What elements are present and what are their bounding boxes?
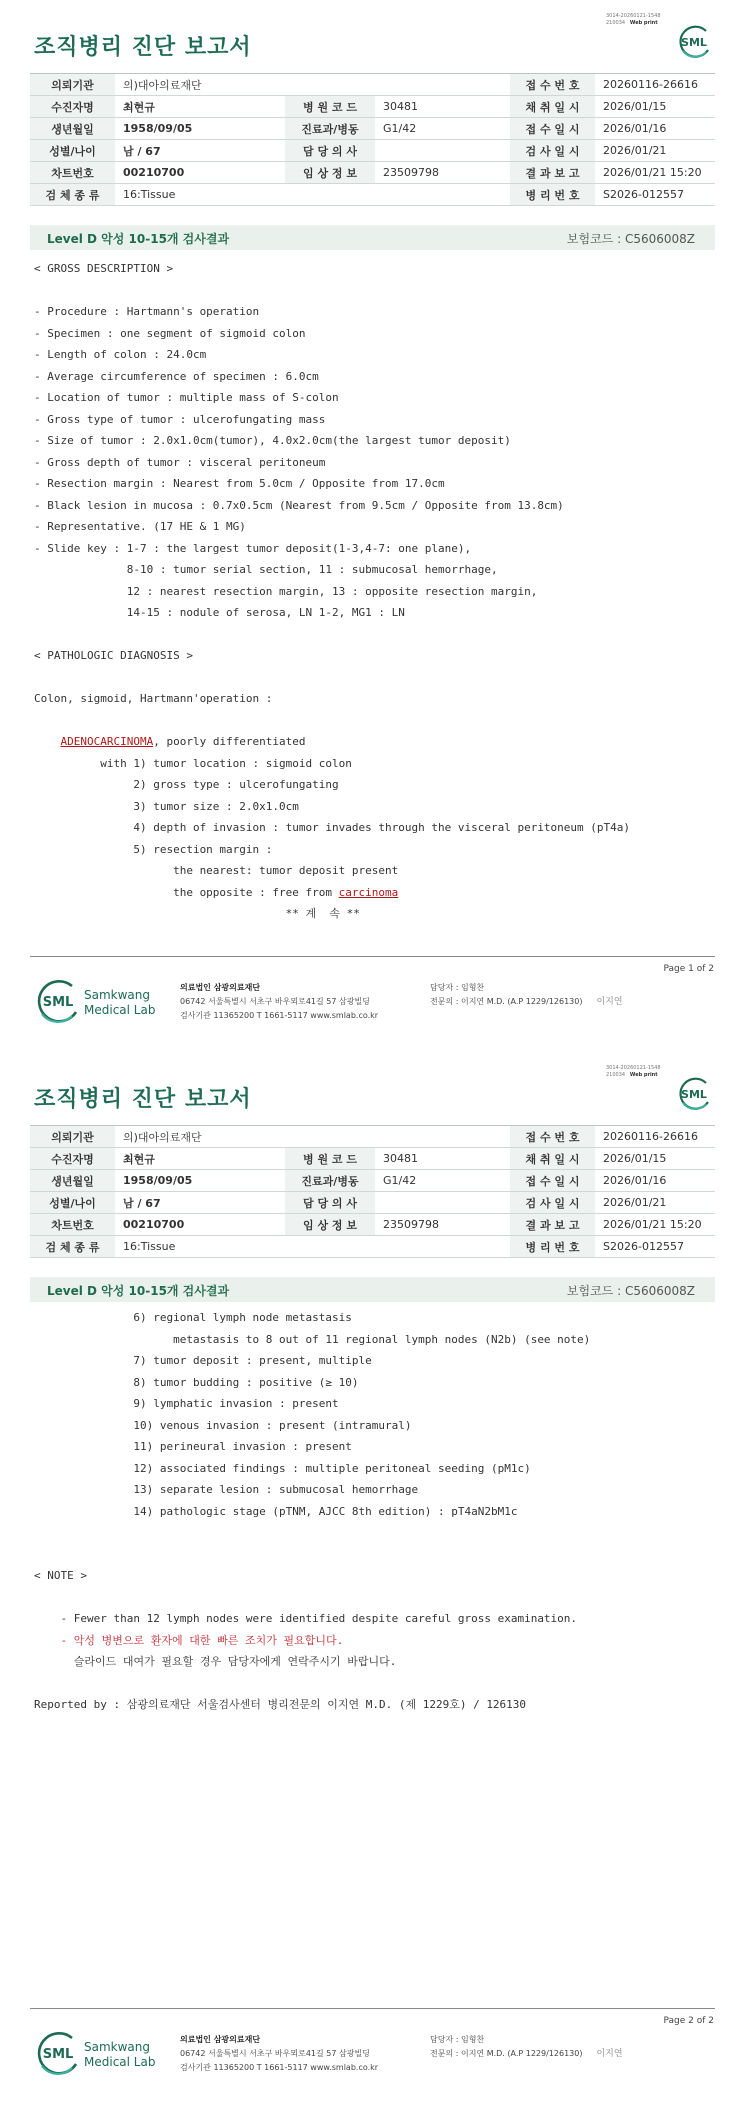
level-bar [30, 1277, 715, 1302]
gross-line: 8-10 : tumor serial section, 11 : submucosal hemorrhage, [34, 563, 498, 576]
page-number: Page 2 of 2 [663, 2016, 714, 2026]
lab-address-block [180, 981, 378, 1023]
gross-line: 14-15 : nodule of serosa, LN 1-2, MG1 : LN [34, 606, 405, 619]
doctor-label: 담 당 의 사 [285, 140, 375, 162]
name-label: 수진자명 [30, 1148, 115, 1170]
specialist-name: 전문의 : 이지연 M.D. (A.P 1229/126130) [430, 2049, 583, 2058]
continued-marker: ** 계 속 ** [34, 907, 360, 920]
diagnosis-line: 12) associated findings : multiple peritoneal seeding (pM1c) [34, 1461, 531, 1475]
exam-date-label: 검 사 일 시 [510, 140, 595, 162]
info-row [30, 1214, 715, 1236]
org-label: 의뢰기관 [30, 1126, 115, 1148]
level-title: Level D 악성 10-15개 검사결과 [47, 232, 230, 246]
samkwang-logo-icon [36, 2030, 186, 2076]
signature: 이지연 [596, 2049, 623, 2059]
svg-text:SML: SML [681, 1088, 707, 1101]
insurance-code: 보험코드 : C5606008Z [566, 1284, 695, 1298]
org-value: 의)대아의료재단 [115, 74, 510, 96]
page-number: Page 1 of 2 [663, 964, 714, 974]
stamp-line-1: 3014-20260121-1548 [606, 13, 661, 19]
diagnosis-line: 11) perineural invasion : present [34, 1440, 352, 1453]
gross-line: - Gross depth of tumor : visceral peritoneum [34, 455, 326, 469]
diagnosis-intro: Colon, sigmoid, Hartmann'operation : [34, 692, 273, 705]
hospital-code-label: 병 원 코 드 [285, 1148, 375, 1170]
level-bar [30, 225, 715, 250]
hospital-code-value: 30481 [375, 1148, 510, 1170]
manager-name: 담당자 : 임형찬 [430, 983, 485, 992]
gross-line: - Size of tumor : 2.0x1.0cm(tumor), 4.0x2.0cm(the largest tumor deposit) [34, 434, 511, 447]
birth-label: 생년월일 [30, 1170, 115, 1192]
print-stamp [606, 1065, 661, 1079]
svg-text:SML: SML [42, 2047, 74, 2062]
chart-value: 00210700 [115, 162, 285, 184]
stamp-line-2: 210034 [606, 1072, 626, 1078]
doctor-label: 담 당 의 사 [285, 1192, 375, 1214]
note-line: - Fewer than 12 lymph nodes were identified despite careful gross examination. [34, 1612, 578, 1625]
diagnosis-line: 5) resection margin : [34, 842, 273, 856]
staff-block [430, 2033, 623, 2061]
report-body [34, 1307, 590, 1716]
stamp-line-2: 210034 [606, 20, 626, 26]
result-label: 결 과 보 고 [510, 1214, 595, 1236]
exam-date-value: 2026/01/21 [595, 140, 715, 162]
receipt-no-label: 접 수 번 호 [510, 74, 595, 96]
collect-date-label: 채 취 일 시 [510, 96, 595, 118]
opposite-margin-text: the opposite : free from [34, 885, 339, 899]
svg-text:Medical Lab: Medical Lab [84, 1003, 156, 1017]
clinical-value: 23509798 [375, 1214, 510, 1236]
note-header: < NOTE > [34, 1569, 87, 1582]
collect-date-value: 2026/01/15 [595, 96, 715, 118]
gross-line: - Resection margin : Nearest from 5.0cm / Opposite from 17.0cm [34, 477, 445, 490]
level-title: Level D 악성 10-15개 검사결과 [47, 1284, 230, 1298]
name-value: 최현규 [115, 1148, 285, 1170]
doctor-value [375, 140, 510, 162]
report-page-2 [0, 1052, 744, 2104]
diagnosis-line: 2) gross type : ulcerofungating [34, 778, 339, 791]
path-no-value: S2026-012557 [595, 184, 715, 206]
gross-line: - Average circumference of specimen : 6.0cm [34, 369, 319, 383]
diagnosis-line: 3) tumor size : 2.0x1.0cm [34, 799, 299, 813]
stamp-web-print: Web print [629, 20, 658, 26]
sml-logo-icon [676, 1076, 712, 1112]
clinical-label: 임 상 정 보 [285, 162, 375, 184]
stamp-line-1: 3014-20260121-1548 [606, 1065, 661, 1071]
info-row [30, 74, 715, 96]
collect-date-label: 채 취 일 시 [510, 1148, 595, 1170]
diagnosis-line: 13) separate lesion : submucosal hemorrhage [34, 1483, 419, 1496]
exam-date-value: 2026/01/21 [595, 1192, 715, 1214]
note-line-urgent: - 악성 병변으로 환자에 대한 빠른 조치가 필요합니다. [34, 1633, 344, 1647]
sex-age-value: 남 / 67 [115, 140, 285, 162]
sex-age-label: 성별/나이 [30, 140, 115, 162]
diagnosis-line: 7) tumor deposit : present, multiple [34, 1354, 372, 1367]
samkwang-logo-icon [36, 978, 186, 1024]
svg-text:Medical Lab: Medical Lab [84, 2055, 156, 2069]
diagnosis-line: 9) lymphatic invasion : present [34, 1397, 339, 1410]
receipt-date-label: 접 수 일 시 [510, 1170, 595, 1192]
chart-label: 차트번호 [30, 162, 115, 184]
foundation-name: 의료법인 삼광의료재단 [180, 983, 261, 992]
diagnosis-grade: , poorly differentiated [153, 735, 306, 748]
specimen-label: 검 체 종 류 [30, 1236, 115, 1258]
exam-date-label: 검 사 일 시 [510, 1192, 595, 1214]
insurance-code: 보험코드 : C5606008Z [566, 232, 695, 246]
gross-line: - Length of colon : 24.0cm [34, 348, 207, 361]
clinical-label: 임 상 정 보 [285, 1214, 375, 1236]
birth-value: 1958/09/05 [115, 1170, 285, 1192]
report-title: 조직병리 진단 보고서 [34, 35, 252, 60]
birth-label: 생년월일 [30, 118, 115, 140]
gross-line: - Specimen : one segment of sigmoid colon [34, 326, 306, 340]
diagnosis-line: the nearest: tumor deposit present [34, 864, 399, 877]
gross-line: - Gross type of tumor : ulcerofungating mass [34, 412, 326, 426]
collect-date-value: 2026/01/15 [595, 1148, 715, 1170]
gross-line: - Black lesion in mucosa : 0.7x0.5cm (Nearest from 9.5cm / Opposite from 13.8cm) [34, 498, 564, 512]
hospital-code-value: 30481 [375, 96, 510, 118]
receipt-date-value: 2026/01/16 [595, 1170, 715, 1192]
note-line: 슬라이드 대여가 필요할 경우 담당자에게 연락주시기 바랍니다. [34, 1655, 397, 1668]
info-row [30, 140, 715, 162]
adenocarcinoma-term: ADENOCARCINOMA [60, 735, 154, 748]
receipt-no-label: 접 수 번 호 [510, 1126, 595, 1148]
receipt-no-value: 20260116-26616 [595, 1126, 715, 1148]
info-row [30, 1170, 715, 1192]
receipt-date-label: 접 수 일 시 [510, 118, 595, 140]
path-no-label: 병 리 번 호 [510, 1236, 595, 1258]
print-stamp [606, 13, 661, 27]
footer-divider [30, 2008, 715, 2009]
org-label: 의뢰기관 [30, 74, 115, 96]
diagnosis-line: 6) regional lymph node metastasis [34, 1311, 352, 1324]
chart-label: 차트번호 [30, 1214, 115, 1236]
sml-logo-text: SML [681, 36, 707, 49]
patient-info-table [30, 1125, 715, 1258]
diagnosis-line: with 1) tumor location : sigmoid colon [34, 756, 352, 770]
dept-value: G1/42 [375, 1170, 510, 1192]
lab-address: 06742 서울특별시 서초구 바우뫼로41길 57 삼광빌딩 [180, 2049, 370, 2058]
gross-line: - Representative. (17 HE & 1 MG) [34, 520, 246, 533]
lab-contact: 검사기관 11365200 T 1661-5117 www.smlab.co.kr [180, 1011, 379, 1020]
name-value: 최현규 [115, 96, 285, 118]
svg-text:SML: SML [42, 995, 74, 1010]
specimen-value: 16:Tissue [115, 1236, 510, 1258]
reported-by: Reported by : 삼광의료재단 서울검사센터 병리전문의 이지연 M.D. (제 1229호) / 126130 [34, 1698, 527, 1711]
lab-contact: 검사기관 11365200 T 1661-5117 www.smlab.co.kr [180, 2063, 379, 2072]
sex-age-value: 남 / 67 [115, 1192, 285, 1214]
lab-address: 06742 서울특별시 서초구 바우뫼로41길 57 삼광빌딩 [180, 997, 370, 1006]
diagnosis-header: < PATHOLOGIC DIAGNOSIS > [34, 649, 193, 662]
diagnosis-line: metastasis to 8 out of 11 regional lymph nodes (N2b) (see note) [34, 1332, 591, 1346]
diagnosis-line: 10) venous invasion : present (intramural) [34, 1418, 412, 1432]
sex-age-label: 성별/나이 [30, 1192, 115, 1214]
diagnosis-line: 14) pathologic stage (pTNM, AJCC 8th edition) : pT4aN2bM1c [34, 1504, 518, 1518]
foundation-name: 의료법인 삼광의료재단 [180, 2035, 261, 2044]
result-value: 2026/01/21 15:20 [595, 162, 715, 184]
doctor-value [375, 1192, 510, 1214]
org-value: 의)대아의료재단 [115, 1126, 510, 1148]
diagnosis-line: 8) tumor budding : positive (≥ 10) [34, 1375, 359, 1389]
dept-value: G1/42 [375, 118, 510, 140]
carcinoma-term: carcinoma [338, 885, 399, 899]
receipt-no-value: 20260116-26616 [595, 74, 715, 96]
gross-line: - Location of tumor : multiple mass of S-colon [34, 391, 339, 404]
path-no-value: S2026-012557 [595, 1236, 715, 1258]
specialist-name: 전문의 : 이지연 M.D. (A.P 1229/126130) [430, 997, 583, 1006]
specimen-value: 16:Tissue [115, 184, 510, 206]
signature: 이지연 [596, 997, 623, 1007]
diagnosis-line [34, 882, 630, 904]
result-label: 결 과 보 고 [510, 162, 595, 184]
info-row [30, 118, 715, 140]
lab-address-block [180, 2033, 378, 2075]
svg-text:Samkwang: Samkwang [84, 2040, 150, 2054]
chart-value: 00210700 [115, 1214, 285, 1236]
info-row [30, 1148, 715, 1170]
dept-label: 진료과/병동 [285, 1170, 375, 1192]
info-row [30, 162, 715, 184]
diagnosis-line: 4) depth of invasion : tumor invades through the visceral peritoneum (pT4a) [34, 821, 631, 834]
info-row [30, 1192, 715, 1214]
result-value: 2026/01/21 15:20 [595, 1214, 715, 1236]
svg-text:Samkwang: Samkwang [84, 988, 150, 1002]
report-title: 조직병리 진단 보고서 [34, 1087, 252, 1112]
diagnosis-main [34, 731, 630, 753]
sml-logo-icon [676, 24, 712, 60]
staff-block [430, 981, 623, 1009]
specimen-label: 검 체 종 류 [30, 184, 115, 206]
clinical-value: 23509798 [375, 162, 510, 184]
name-label: 수진자명 [30, 96, 115, 118]
patient-info-table [30, 73, 715, 206]
gross-line: - Slide key : 1-7 : the largest tumor deposit(1-3,4-7: one plane), [34, 541, 472, 555]
birth-value: 1958/09/05 [115, 118, 285, 140]
hospital-code-label: 병 원 코 드 [285, 96, 375, 118]
gross-line: - Procedure : Hartmann's operation [34, 305, 260, 318]
manager-name: 담당자 : 임형찬 [430, 2035, 485, 2044]
info-row [30, 1236, 715, 1258]
info-row [30, 96, 715, 118]
info-row [30, 1126, 715, 1148]
dept-label: 진료과/병동 [285, 118, 375, 140]
report-body [34, 258, 630, 925]
gross-header: < GROSS DESCRIPTION > [34, 262, 174, 275]
stamp-web-print: Web print [629, 1072, 658, 1078]
footer-divider [30, 956, 715, 957]
path-no-label: 병 리 번 호 [510, 184, 595, 206]
info-row [30, 184, 715, 206]
gross-line: 12 : nearest resection margin, 13 : opposite resection margin, [34, 584, 538, 598]
receipt-date-value: 2026/01/16 [595, 118, 715, 140]
